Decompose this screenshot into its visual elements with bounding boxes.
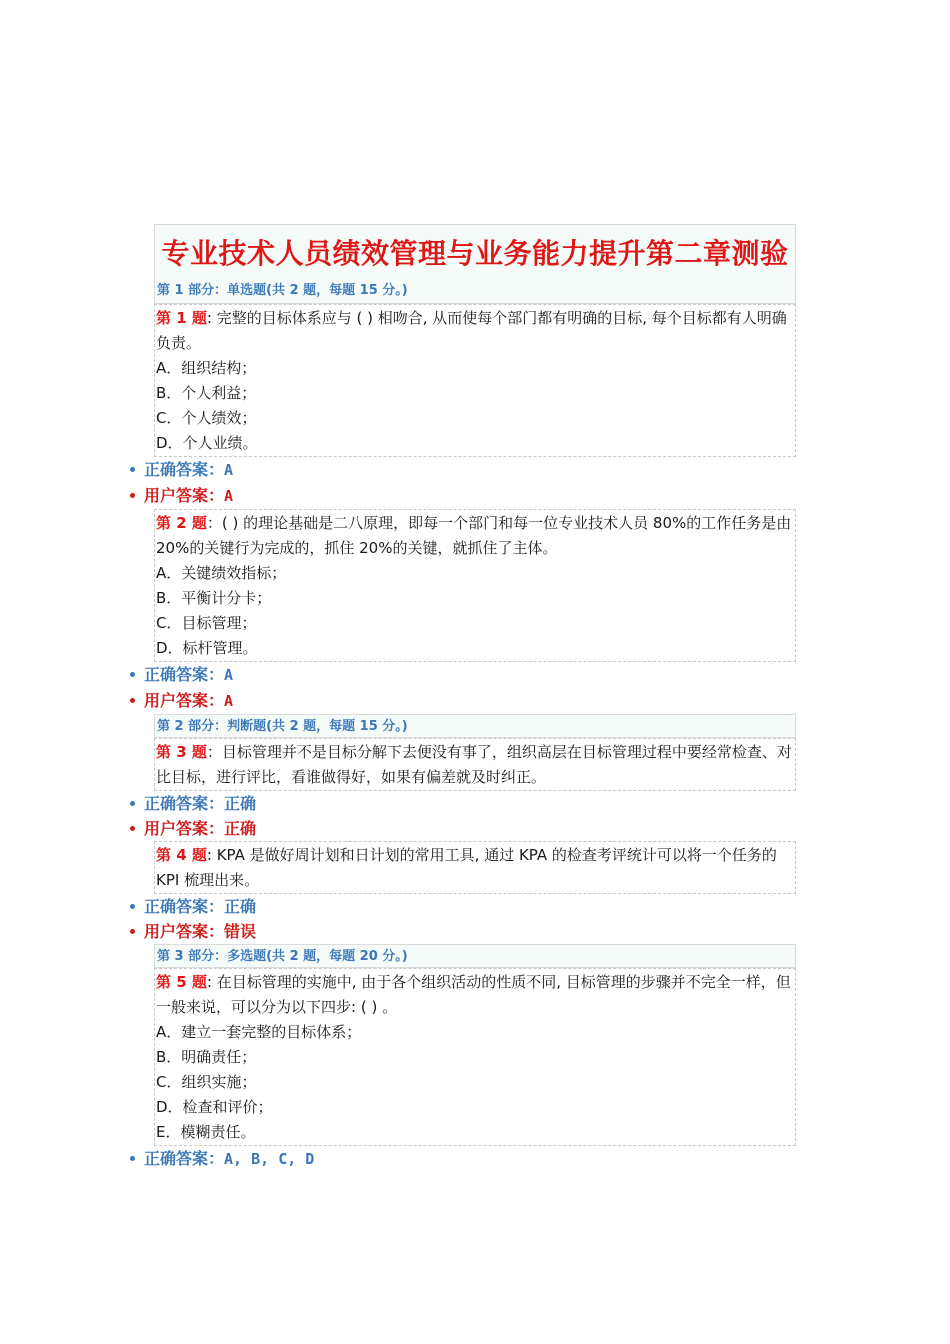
user-answer-label: 用户答案：	[144, 486, 225, 505]
user-answer-value: A	[224, 487, 234, 505]
option-d: D．标杆管理。	[156, 639, 258, 657]
question-block	[154, 304, 796, 457]
correct-answer-value: 正确	[224, 794, 257, 813]
answer-list	[130, 1146, 796, 1172]
user-answer-label: 用户答案：	[144, 819, 225, 838]
user-answer-label: 用户答案：	[144, 922, 225, 941]
answer-list	[130, 662, 796, 714]
user-answer-label: 用户答案：	[144, 691, 225, 710]
correct-answer	[130, 894, 796, 919]
user-answer	[130, 919, 796, 944]
option-a: A．建立一套完整的目标体系；	[156, 1023, 362, 1041]
section-heading: 第 3 部分：多选题(共 2 题，每题 20 分。)	[154, 944, 796, 968]
correct-answer	[130, 791, 796, 816]
answer-list	[130, 894, 796, 944]
option-d: D．个人业绩。	[156, 434, 258, 452]
correct-answer-value: A	[224, 461, 234, 479]
option-b: B．明确责任；	[156, 1048, 257, 1066]
question-text: : 在目标管理的实施中, 由于各个组织活动的性质不同, 目标管理的步骤并不完全一样，但一般来说，可以分为以下四步: ( ) 。	[156, 973, 791, 1016]
correct-answer-value: 正确	[224, 897, 257, 916]
option-e: E．模糊责任。	[156, 1123, 256, 1141]
question-text: : KPA 是做好周计划和日计划的常用工具, 通过 KPA 的检查考评统计可以将一个任务的 KPI 梳理出来。	[156, 846, 777, 889]
option-b: B．个人利益；	[156, 384, 257, 402]
question-number: 第 2 题	[156, 514, 207, 532]
option-a: A．关键绩效指标；	[156, 564, 287, 582]
option-d: D．检查和评价；	[156, 1098, 273, 1116]
user-answer-value: 错误	[224, 922, 257, 941]
correct-answer	[130, 1146, 796, 1172]
option-c: C．目标管理；	[156, 614, 257, 632]
correct-answer-label: 正确答案：	[144, 460, 225, 479]
user-answer-value: A	[224, 692, 234, 710]
user-answer	[130, 816, 796, 841]
correct-answer	[130, 457, 796, 483]
question-text: ：( ) 的理论基础是二八原理，即每一个部门和每一位专业技术人员 80%的工作任务是由 20%的关键行为完成的，抓住 20%的关键，就抓住了主体。	[156, 514, 792, 557]
question-number: 第 3 题	[156, 743, 207, 761]
answer-list	[130, 791, 796, 841]
correct-answer-label: 正确答案：	[144, 794, 225, 813]
page-title: 专业技术人员绩效管理与业务能力提升第二章测验	[161, 237, 789, 270]
question-number: 第 4 题	[156, 846, 207, 864]
section-heading: 第 2 部分：判断题(共 2 题，每题 15 分。)	[154, 714, 796, 738]
option-c: C．个人绩效；	[156, 409, 257, 427]
document-page	[144, 224, 796, 1172]
correct-answer-label: 正确答案：	[144, 897, 225, 916]
user-answer-value: 正确	[224, 819, 257, 838]
option-c: C．组织实施；	[156, 1073, 257, 1091]
question-block	[154, 509, 796, 662]
correct-answer-label: 正确答案：	[144, 665, 225, 684]
option-a: A．组织结构；	[156, 359, 257, 377]
question-text: : 完整的目标体系应与 ( ) 相吻合, 从而使每个部门都有明确的目标, 每个目标都有人明确负责。	[156, 309, 787, 352]
correct-answer-label: 正确答案：	[144, 1149, 225, 1168]
question-block	[154, 841, 796, 894]
correct-answer-value: A	[224, 666, 234, 684]
question-block	[154, 968, 796, 1146]
title-box	[154, 224, 796, 304]
correct-answer-value: A, B, C, D	[224, 1150, 315, 1168]
answer-list	[130, 457, 796, 509]
user-answer	[130, 483, 796, 509]
correct-answer	[130, 662, 796, 688]
option-b: B．平衡计分卡；	[156, 589, 272, 607]
question-number: 第 1 题	[156, 309, 207, 327]
question-text: ：目标管理并不是目标分解下去便没有事了，组织高层在目标管理过程中要经常检查、对比目标，进行评比，看谁做得好，如果有偏差就及时纠正。	[156, 743, 792, 786]
user-answer	[130, 688, 796, 714]
question-block	[154, 738, 796, 791]
section-heading: 第 1 部分：单选题(共 2 题，每题 15 分。)	[157, 283, 408, 298]
question-number: 第 5 题	[156, 973, 207, 991]
